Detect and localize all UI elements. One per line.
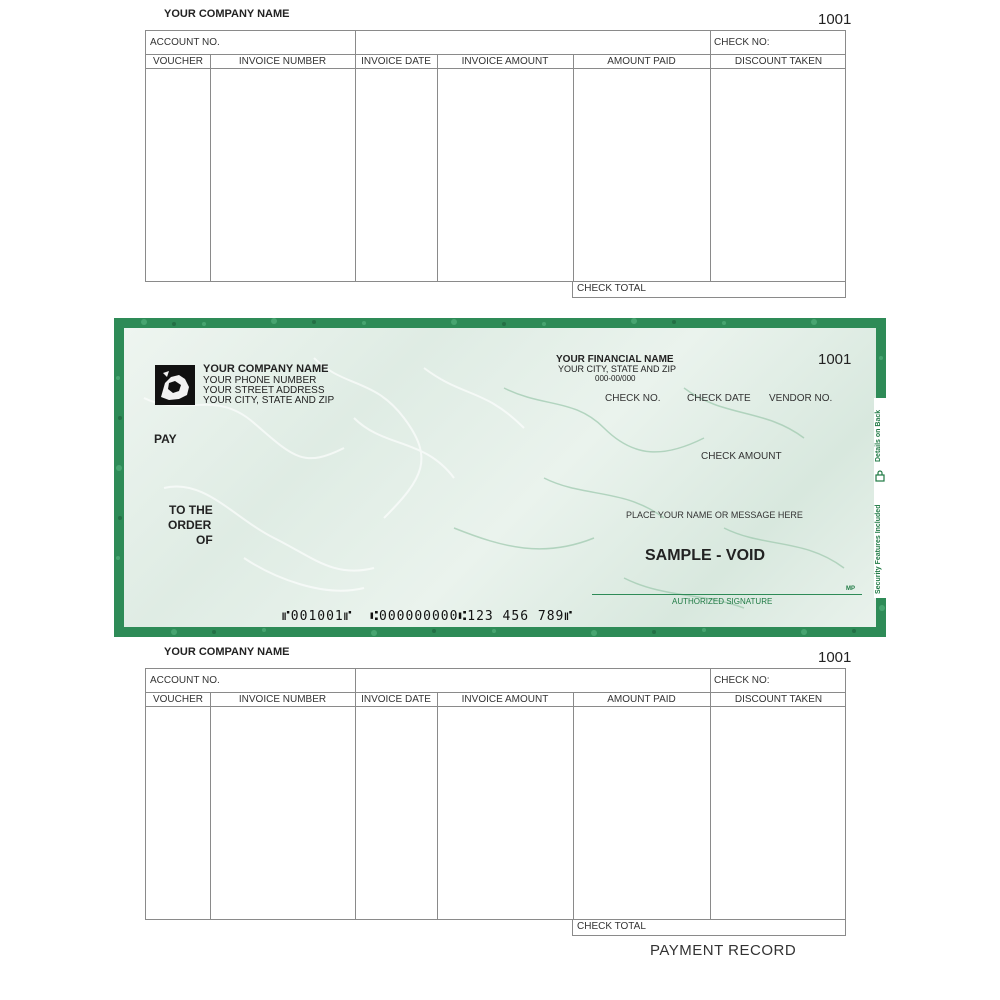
divider: [355, 31, 356, 54]
col-invoice-amount: INVOICE AMOUNT: [461, 694, 549, 705]
check-no-label: CHECK NO.: [605, 393, 661, 404]
check-phone: YOUR PHONE NUMBER: [203, 375, 317, 386]
col-discount-taken: DISCOUNT TAKEN: [734, 56, 823, 67]
divider: [573, 693, 574, 919]
security-strip: [874, 398, 886, 598]
check-company-name: YOUR COMPANY NAME: [203, 363, 329, 375]
pay-label: PAY: [154, 432, 177, 446]
check-no-label: CHECK NO:: [714, 675, 770, 686]
account-no-label: ACCOUNT NO.: [150, 37, 220, 48]
mp-mark: MP: [846, 586, 855, 592]
company-logo-icon: [155, 365, 195, 405]
divider: [710, 55, 711, 281]
divider: [210, 55, 211, 281]
void-text: SAMPLE - VOID: [645, 547, 766, 564]
divider: [210, 693, 211, 919]
routing-fraction: 000-00/000: [595, 374, 636, 383]
order-label: ORDER: [168, 518, 212, 532]
vendor-no-label: VENDOR NO.: [769, 393, 833, 404]
col-invoice-date: INVOICE DATE: [361, 694, 431, 705]
bank-name: YOUR FINANCIAL NAME: [556, 354, 674, 365]
stub-account-row: [146, 31, 845, 55]
col-amount-paid: AMOUNT PAID: [607, 694, 676, 705]
signature-label: AUTHORIZED SIGNATURE: [672, 597, 773, 606]
check-amount-label: CHECK AMOUNT: [701, 451, 782, 462]
col-voucher: VOUCHER: [152, 694, 203, 705]
stub-table: [145, 668, 846, 920]
col-invoice-amount: INVOICE AMOUNT: [461, 56, 549, 67]
check: [114, 318, 886, 637]
account-no-label: ACCOUNT NO.: [150, 675, 220, 686]
check-date-label: CHECK DATE: [687, 393, 751, 404]
bottom-stub: [0, 638, 1000, 948]
security-features-text: Security Features Included: [875, 504, 882, 594]
check-street: YOUR STREET ADDRESS: [203, 385, 325, 396]
col-invoice-date: INVOICE DATE: [361, 56, 431, 67]
check-total-label: CHECK TOTAL: [577, 921, 646, 932]
micr-line: ⑈001001⑈ ⑆000000000⑆123 456 789⑈: [282, 609, 574, 624]
divider: [573, 55, 574, 281]
check-total-box: [572, 281, 846, 298]
stub-account-row: [146, 669, 845, 693]
stub-column-headers: [146, 55, 845, 69]
stub-table: [145, 30, 846, 282]
to-the-label: TO THE: [169, 503, 213, 517]
check-number: 1001: [818, 351, 852, 368]
divider: [710, 31, 711, 54]
bank-city: YOUR CITY, STATE AND ZIP: [558, 364, 677, 374]
details-on-back-text: Details on Back: [875, 409, 882, 462]
top-stub: [0, 0, 1000, 310]
divider: [437, 55, 438, 281]
stub-column-headers: [146, 693, 845, 707]
divider: [355, 55, 356, 281]
divider: [710, 669, 711, 692]
check-total-box: [572, 919, 846, 936]
col-invoice-number: INVOICE NUMBER: [238, 56, 327, 67]
check-city: YOUR CITY, STATE AND ZIP: [203, 395, 335, 406]
signature-line: [592, 594, 862, 595]
divider: [710, 693, 711, 919]
col-invoice-number: INVOICE NUMBER: [238, 694, 327, 705]
message-line: PLACE YOUR NAME OR MESSAGE HERE: [626, 510, 803, 520]
col-discount-taken: DISCOUNT TAKEN: [734, 694, 823, 705]
divider: [355, 693, 356, 919]
stub-check-number: 1001: [818, 11, 852, 28]
divider: [437, 693, 438, 919]
col-amount-paid: AMOUNT PAID: [607, 56, 676, 67]
padlock-icon: [875, 470, 885, 482]
stub-check-number: 1001: [818, 649, 852, 666]
check-face: [124, 328, 876, 627]
stub-company-name: YOUR COMPANY NAME: [164, 8, 290, 20]
check-no-label: CHECK NO:: [714, 37, 770, 48]
col-voucher: VOUCHER: [152, 56, 203, 67]
stub-company-name: YOUR COMPANY NAME: [164, 646, 290, 658]
payment-record-label: PAYMENT RECORD: [650, 942, 797, 959]
divider: [355, 669, 356, 692]
of-label: OF: [196, 533, 213, 547]
check-total-label: CHECK TOTAL: [577, 283, 646, 294]
